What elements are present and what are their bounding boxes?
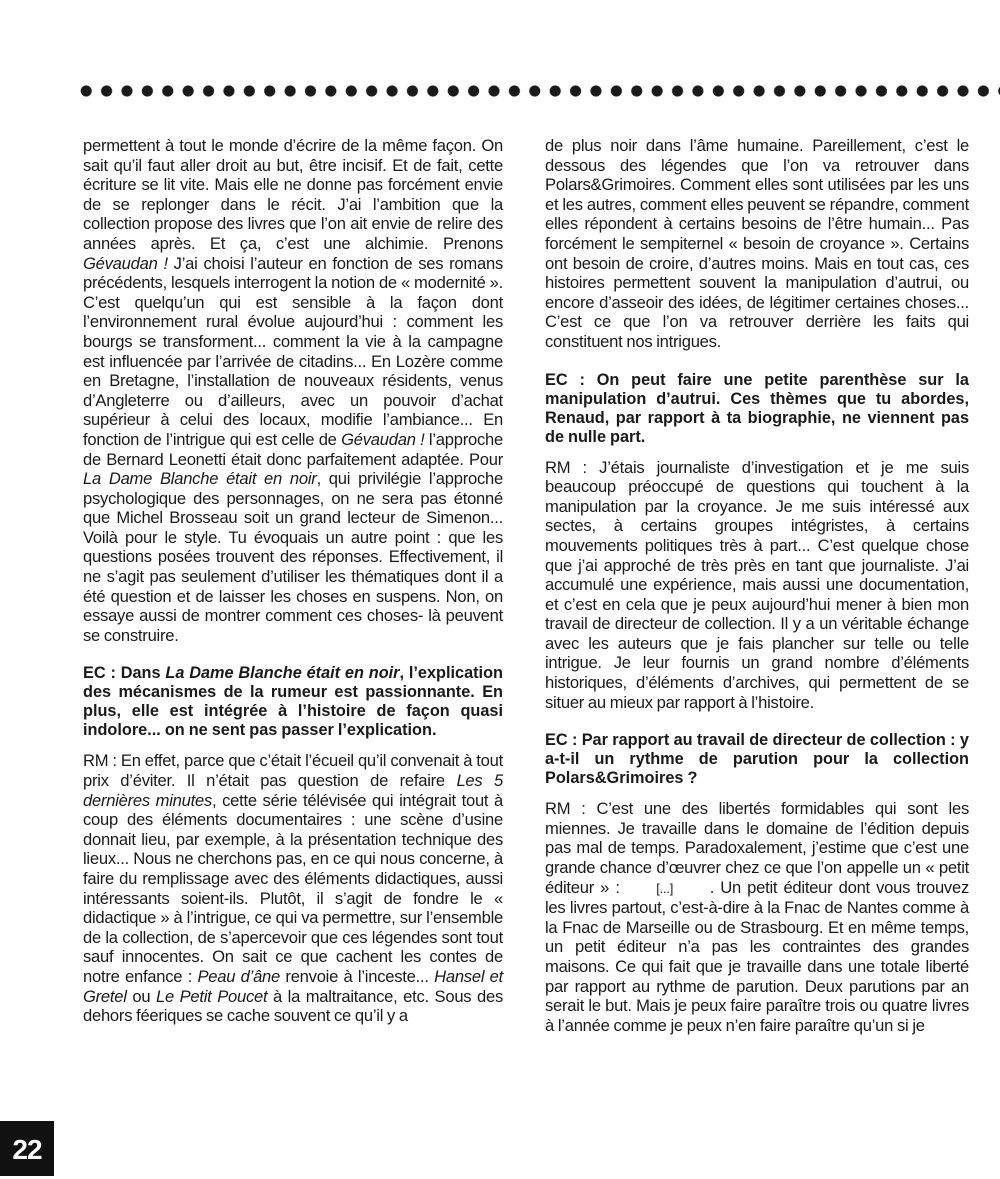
book-title: Gévaudan !	[83, 253, 168, 273]
tale-title: Peau d’âne	[197, 966, 281, 986]
text-run: , cette série télévisée qui intégrait tout à coup des éléments documentaires : une scène d’usine donnait lieu, par exemple, à la présentation technique des lieux... Nous ne cherchons pas, en ce qui nous concerne, à faire du remplissage avec des éléments didactiques, aussi intéressants soient-ils. Plutôt, il s’agit de fondre le « didactique » à l’intrigue, ce qui va permettre, sur l’ensemble de la collection, de s’apercevoir que ces légendes sont tout sauf innocentes. On sait ce que cachent les contes de notre enfance :	[83, 790, 503, 986]
text-run: , qui privilégie l’approche psychologique des personnages, on ne sera pas étonné que Michel Brosseau soit un grand lecteur de Simenon... Voilà pour le style. Tu évoquais un autre point : que les questions posées trouvent des réponses. Effectivement, il ne s’agit pas seulement d’utiliser les thématiques dont il a été question et de laisser les choses en suspens. Non, on essaye aussi de montrer comment ces choses- là peuvent se construire.	[83, 469, 503, 645]
left-column	[83, 136, 503, 1045]
tale-title: Hansel et Gretel	[83, 966, 504, 1006]
text-run: l’approche de Bernard Leonetti était donc parfaitement adaptée. Pour	[83, 429, 503, 469]
dotted-rule	[76, 84, 1000, 98]
book-title: La Dame Blanche était en noir	[165, 664, 400, 683]
answer-paragraph: RM : J’étais journaliste d’investigation et je me suis beaucoup préoccupé de questions qui touchent à la manipulation par la croyance. Je me suis intéressé aux sectes, à certains groupes intégristes, à certains mouvements politiques très à part... C’est quelque chose que j’ai approché de très près en tant que journaliste. J’ai accumulé une expérience, mais aussi une documentation, et c’est en cela que je peux aujourd’hui mener à bien mon travail de directeur de collection. Il y a un véritable échange avec les auteurs que je fais plancher sur telle ou telle intrigue. Je leur fournis un grand nombre d’éléments historiques, d’éléments d’archives, qui permettent de se situer au mieux par rapport à l’histoire.	[545, 457, 969, 712]
text-run: J’ai choisi l’auteur en fonction de ses romans précédents, lesquels interrogent la notion de « modernité ». C’est quelqu’un qui est sensible à la façon dont l’environnement rural évolue aujourd’hui : comment les bourgs se transforment... comment la vie à la campagne est influencée par l’arrivée de citadins... En Lozère comme en Bretagne, l’installation de nouveaux résidents, venus d’Angleterre ou d’ailleurs, avec un pouvoir d’achat supérieur à celui des locaux, modifie l’ambiance... En fonction de l’intrigue qui est celle de	[83, 253, 503, 449]
right-column	[545, 136, 969, 1054]
text-run: EC : Dans	[83, 664, 166, 683]
text-run: RM : En effet, parce que c’était l’écueil qu’il convenait à tout prix d’éviter. Il n’était pas question de refaire	[83, 751, 503, 791]
book-title: Gévaudan !	[341, 429, 425, 449]
book-title: La Dame Blanche était en noir	[83, 469, 317, 489]
answer-paragraph: de plus noir dans l’âme humaine. Pareillement, c’est le dessous des légendes que l’on va retrouver dans Polars&Grimoires. Comment elles sont utilisées par les uns et les autres, comment elles peuvent se répandre, comment elles répondent à certains besoins de l’être humain... Pas forcément le sempiternel « besoin de croyance ». Certains ont besoin de croire, d’autres moins. Mais en tout cas, ces histoires permettent souvent la manipulation d’autrui, ou encore d’asseoir des idées, de légitimer certaines choses... C’est ce que l’on va retrouver derrière les faits qui constituent nos intrigues.	[545, 136, 969, 351]
text-run: , l’explication des mécanismes de la rumeur est passionnante. En plus, elle est intégrée à l’histoire de façon quasi indolore... on ne sent pas passer l’explication.	[83, 664, 503, 740]
series-title: Les 5 dernières minutes	[83, 771, 503, 810]
question-paragraph: EC : On peut faire une petite parenthèse sur la manipulation d’autrui. Ces thèmes que tu abordes, Renaud, par rapport à ta biographie, ne viennent pas de nulle part.	[545, 370, 969, 446]
question-paragraph: EC : Par rapport au travail de directeur de collection : y a-t-il un rythme de parution pour la collection Polars&Grimoires ?	[545, 731, 969, 788]
text-run: à la maltraitance, etc. Sous des dehors féeriques se cache souvent ce qu’il y a	[83, 986, 504, 1026]
answer-paragraph	[83, 136, 503, 645]
omission-marker: [...]	[656, 880, 674, 896]
page-number: 22	[0, 1121, 54, 1176]
text-run: renvoie à l’inceste...	[280, 966, 435, 986]
text-run: RM : C’est une des libertés formidables qui sont les miennes. Je travaille dans le domaine de l’édition depuis pas mal de temps. Paradoxalement, j’estime que c’est une grande chance d’œuvrer chez ce que l’on appelle un « petit éditeur » :	[545, 799, 969, 897]
answer-paragraph	[545, 799, 969, 1035]
text-run: . Un petit éditeur dont vous trouvez les livres partout, c’est-à-dire à la Fnac de Nantes comme à la Fnac de Marseille ou de Strasbourg. Et en même temps, un petit éditeur n’a pas les contraintes des grandes maisons. Ce qui fait que je travaille dans une totale liberté par rapport au rythme de parution. Deux parutions par an serait le but. Mais je peux faire paraître trois ou quatre livres à l’année comme je peux n’en faire paraître qu’un si je	[545, 877, 969, 1035]
question-paragraph	[83, 664, 503, 740]
answer-paragraph	[83, 751, 503, 1025]
tale-title: Le Petit Poucet	[155, 986, 268, 1006]
text-run: permettent à tout le monde d’écrire de la même façon. On sait qu’il faut aller droit au but, être incisif. Et de fait, cette écriture se lit vite. Mais elle ne donne pas forcément envie de se replonger dans le récit. J’ai l’ambition que la collection propose des livres que l’on ait envie de relire des années après. Et ça, c’est une alchimie. Prenons	[83, 136, 503, 253]
text-run: ou	[126, 986, 156, 1006]
